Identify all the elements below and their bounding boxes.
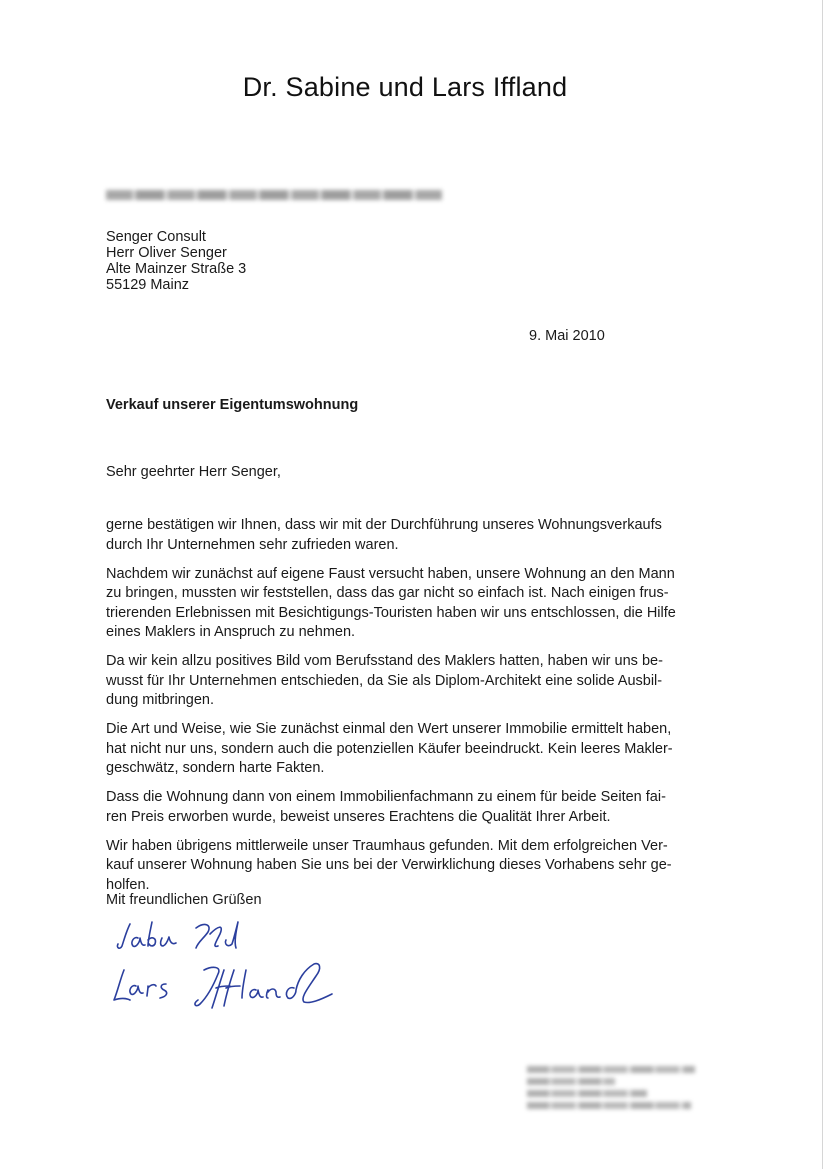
- redacted-footer-address: [527, 1066, 697, 1126]
- body-paragraph: [106, 788, 706, 827]
- body-line: durch Ihr Unternehmen sehr zufrieden waren.: [106, 536, 399, 553]
- letter-date: 9. Mai 2010: [529, 328, 605, 344]
- body-line: Dass die Wohnung dann von einem Immobilienfachmann zu einem für beide Seiten fai-: [106, 789, 666, 805]
- body-line: gerne bestätigen wir Ihnen, dass wir mit der Durchführung unseres Wohnungsverkaufs: [106, 517, 662, 533]
- body-line: Die Art und Weise, wie Sie zunächst einmal den Wert unserer Immobilie ermittelt haben,: [106, 721, 672, 737]
- closing-phrase: Mit freundlichen Grüßen: [106, 892, 262, 908]
- recipient-company: Senger Consult: [106, 229, 206, 245]
- handwritten-signature: [100, 908, 350, 1018]
- body-line: trierenden Erlebnissen mit Besichtigungs-Touristen haben wir uns entschlossen, die Hilfe: [106, 604, 676, 621]
- recipient-street: Alte Mainzer Straße 3: [106, 261, 247, 277]
- body-paragraph: [106, 720, 706, 779]
- body-line: kauf unserer Wohnung haben Sie uns bei der Verwirklichung dieses Vorhabens sehr ge-: [106, 857, 672, 873]
- redacted-sender-line: [106, 190, 442, 200]
- body-line: eines Maklers in Anspruch zu nehmen.: [106, 624, 356, 640]
- body-line: Da wir kein allzu positives Bild vom Berufsstand des Maklers hatten, haben wir uns be-: [106, 653, 663, 669]
- body-paragraph: [106, 837, 706, 896]
- body-line: zu bringen, mussten wir feststellen, dass das gar nicht so einfach ist. Nach einigen frus-: [106, 585, 669, 601]
- body-line: holfen.: [106, 876, 150, 893]
- recipient-city: 55129 Mainz: [106, 277, 190, 293]
- body-line: wusst für Ihr Unternehmen entschieden, da Sie als Diplom-Architekt eine solide Ausbil-: [106, 672, 663, 689]
- body-line: geschwätz, sondern harte Fakten.: [106, 760, 325, 776]
- letter-subject: Verkauf unserer Eigentumswohnung: [106, 397, 359, 413]
- salutation: Sehr geehrter Herr Senger,: [106, 464, 281, 480]
- letter-body: [106, 516, 706, 905]
- body-line: hat nicht nur uns, sondern auch die potenziellen Käufer beeindruckt. Kein leeres Makler-: [106, 740, 673, 757]
- body-paragraph: [106, 652, 706, 711]
- body-line: Nachdem wir zunächst auf eigene Faust versucht haben, unsere Wohnung an den Mann: [106, 565, 675, 582]
- recipient-address: [106, 229, 246, 293]
- body-line: ren Preis erworben wurde, beweist unseres Erachtens die Qualität Ihrer Arbeit.: [106, 808, 611, 825]
- body-line: dung mitbringen.: [106, 692, 215, 708]
- scan-edge-line: [822, 0, 823, 1169]
- letterhead-name: Dr. Sabine und Lars Iffland: [242, 72, 568, 102]
- body-paragraph: [106, 516, 706, 555]
- recipient-person: Herr Oliver Senger: [106, 245, 227, 261]
- body-paragraph: [106, 565, 706, 643]
- body-line: Wir haben übrigens mittlerweile unser Traumhaus gefunden. Mit dem erfolgreichen Ver-: [106, 837, 668, 854]
